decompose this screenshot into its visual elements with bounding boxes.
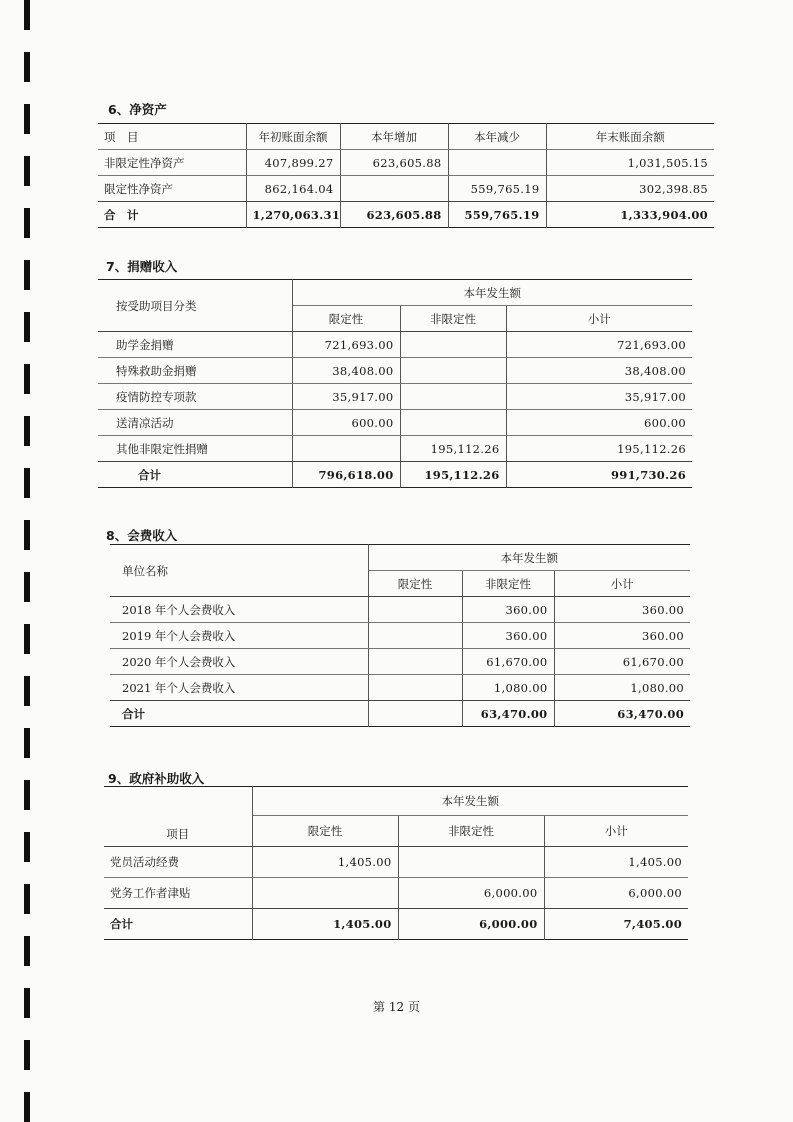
total-row — [110, 701, 690, 727]
value-cell: 360.00 — [554, 623, 690, 649]
table-row — [104, 878, 688, 909]
row-label: 2021 年个人会费收入 — [110, 675, 368, 701]
table-row — [110, 675, 690, 701]
table-row — [98, 150, 714, 176]
total-cell: 1,405.00 — [252, 909, 398, 940]
total-label: 合计 — [104, 909, 252, 940]
table-header-row — [98, 280, 692, 306]
table-row — [98, 410, 692, 436]
section-7-title: 7、捐赠收入 — [106, 259, 178, 274]
value-cell: 195,112.26 — [506, 436, 692, 462]
value-cell — [368, 675, 462, 701]
value-cell: 721,693.00 — [292, 332, 400, 358]
value-cell — [340, 176, 448, 202]
value-cell — [400, 384, 506, 410]
value-cell: 38,408.00 — [292, 358, 400, 384]
value-cell — [398, 847, 544, 878]
value-cell — [368, 649, 462, 675]
value-cell: 6,000.00 — [398, 878, 544, 909]
value-cell — [252, 878, 398, 909]
header-cell: 非限定性 — [398, 816, 544, 847]
row-header: 按受助项目分类 — [98, 280, 292, 332]
group-header: 本年发生额 — [368, 545, 690, 571]
value-cell: 1,080.00 — [554, 675, 690, 701]
row-label: 2020 年个人会费收入 — [110, 649, 368, 675]
total-cell — [368, 701, 462, 727]
header-cell: 非限定性 — [462, 571, 554, 597]
table-row — [98, 358, 692, 384]
value-cell — [400, 332, 506, 358]
value-cell: 862,164.04 — [246, 176, 340, 202]
table-header-row — [110, 545, 690, 571]
total-label: 合 计 — [104, 207, 139, 222]
total-cell: 63,470.00 — [617, 706, 685, 721]
value-cell: 360.00 — [554, 597, 690, 623]
total-cell: 1,270,063.31 — [246, 202, 340, 228]
donation-income-table — [98, 279, 692, 488]
value-cell — [400, 358, 506, 384]
row-label: 限定性净资产 — [98, 176, 246, 202]
total-cell: 623,605.88 — [340, 202, 448, 228]
value-cell: 35,917.00 — [292, 384, 400, 410]
value-cell: 600.00 — [506, 410, 692, 436]
total-cell: 1,333,904.00 — [546, 202, 714, 228]
total-cell: 195,112.26 — [400, 462, 506, 488]
membership-fee-table — [110, 544, 690, 727]
group-header: 本年发生额 — [292, 280, 692, 306]
table-row — [110, 597, 690, 623]
row-label: 送清凉活动 — [98, 410, 292, 436]
page-number: 第 12 页 — [373, 1000, 420, 1014]
header-cell: 限定性 — [292, 306, 400, 332]
value-cell: 61,670.00 — [554, 649, 690, 675]
value-cell: 407,899.27 — [246, 150, 340, 176]
total-cell: 6,000.00 — [398, 909, 544, 940]
row-label: 2018 年个人会费收入 — [110, 597, 368, 623]
header-cell: 本年增加 — [340, 124, 448, 150]
value-cell: 1,080.00 — [462, 675, 554, 701]
table-header-row — [98, 124, 714, 150]
value-cell: 1,405.00 — [544, 847, 688, 878]
binding-holes — [24, 0, 30, 1122]
row-label: 2019 年个人会费收入 — [110, 623, 368, 649]
row-label: 党员活动经费 — [104, 847, 252, 878]
row-label: 疫情防控专项款 — [98, 384, 292, 410]
value-cell: 61,670.00 — [462, 649, 554, 675]
value-cell — [292, 436, 400, 462]
value-cell — [368, 597, 462, 623]
header-cell: 项 目 — [98, 124, 246, 150]
table-row — [110, 649, 690, 675]
row-label: 党务工作者津贴 — [104, 878, 252, 909]
header-cell: 非限定性 — [400, 306, 506, 332]
total-cell: 7,405.00 — [623, 917, 683, 931]
total-row — [98, 202, 714, 228]
row-label: 其他非限定性捐赠 — [98, 436, 292, 462]
table-row — [98, 176, 714, 202]
row-header: 项目 — [104, 787, 252, 847]
value-cell: 721,693.00 — [506, 332, 692, 358]
table-row — [98, 384, 692, 410]
header-cell: 年初账面余额 — [246, 124, 340, 150]
table-row — [104, 847, 688, 878]
value-cell: 195,112.26 — [400, 436, 506, 462]
value-cell — [400, 410, 506, 436]
row-label: 特殊救助金捐赠 — [98, 358, 292, 384]
government-subsidy-table — [104, 786, 688, 940]
total-cell: 796,618.00 — [292, 462, 400, 488]
value-cell: 38,408.00 — [506, 358, 692, 384]
value-cell — [368, 623, 462, 649]
header-cell: 限定性 — [252, 816, 398, 847]
header-cell: 小计 — [554, 571, 690, 597]
group-header: 本年发生额 — [252, 787, 688, 816]
row-header: 单位名称 — [110, 545, 368, 597]
total-label: 合计 — [110, 701, 368, 727]
header-cell: 限定性 — [368, 571, 462, 597]
row-label: 助学金捐赠 — [98, 332, 292, 358]
section-8-title: 8、会费收入 — [106, 528, 178, 543]
value-cell: 600.00 — [292, 410, 400, 436]
net-assets-table — [98, 123, 714, 228]
value-cell: 35,917.00 — [506, 384, 692, 410]
total-cell: 559,765.19 — [448, 202, 546, 228]
header-cell: 年末账面余额 — [546, 124, 714, 150]
value-cell: 1,405.00 — [252, 847, 398, 878]
row-label: 非限定性净资产 — [98, 150, 246, 176]
value-cell: 6,000.00 — [544, 878, 688, 909]
section-9-title: 9、政府补助收入 — [108, 771, 205, 786]
value-cell: 559,765.19 — [448, 176, 546, 202]
table-row — [98, 436, 692, 462]
total-label: 合计 — [98, 462, 292, 488]
table-row — [110, 623, 690, 649]
total-row — [98, 462, 692, 488]
header-cell: 小计 — [506, 306, 692, 332]
total-cell: 63,470.00 — [462, 701, 554, 727]
value-cell: 360.00 — [462, 597, 554, 623]
value-cell: 302,398.85 — [546, 176, 714, 202]
value-cell — [448, 150, 546, 176]
table-header-row — [104, 787, 688, 816]
value-cell: 623,605.88 — [340, 150, 448, 176]
total-cell: 991,730.26 — [610, 467, 687, 482]
header-cell: 小计 — [544, 816, 688, 847]
header-cell: 本年减少 — [448, 124, 546, 150]
value-cell: 1,031,505.15 — [546, 150, 714, 176]
value-cell: 360.00 — [462, 623, 554, 649]
total-row — [104, 909, 688, 940]
table-row — [98, 332, 692, 358]
section-6-title: 6、净资产 — [108, 102, 167, 117]
